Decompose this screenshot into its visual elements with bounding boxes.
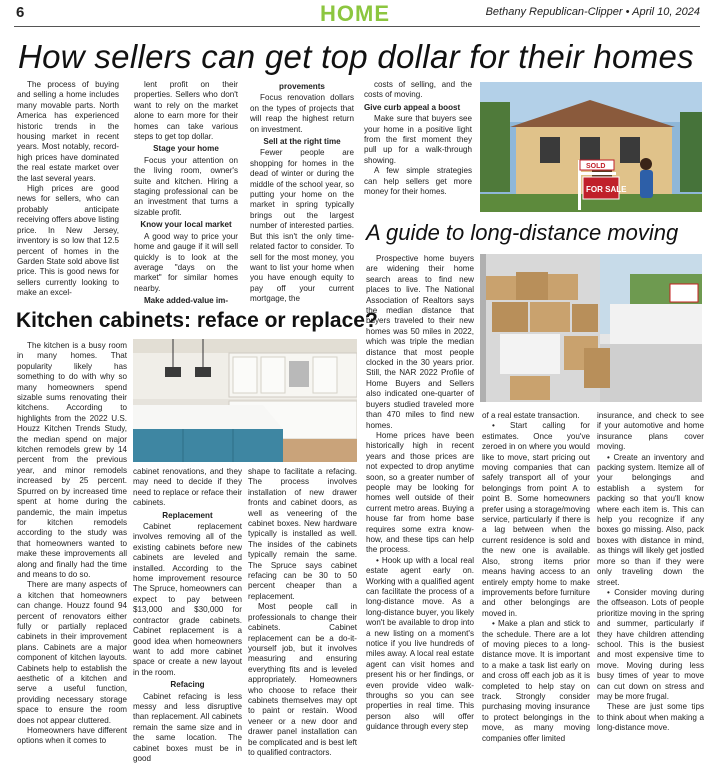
moving-col-1 xyxy=(366,254,474,764)
moving-headline: A guide to long-distance moving xyxy=(366,220,679,245)
subhead-timing: Sell at the right time xyxy=(263,137,341,147)
paragraph: Prospective home buyers are widening their home search areas to find new places to live. The National Association of Realtors says the median distance that buyers traveled to their new homes was 50 miles in 2022, which was triple the median distance that most people clocked in the 30 years prior. Still, the NAR 2022 Profile of Home Buyers and Sellers also indicated one-quarter of buyers studied traveled more than 470 miles to find new homes. xyxy=(366,254,474,430)
paragraph: shape to facilitate a refacing. The process involves installation of new drawer fronts and cabinet doors, as well as veneering of the cabinet boxes. New hardware typically is installed as well. The insides of the cabinets typically remain the same. The Spruce says cabinet refacing can be 30 to 50 percent cheaper than a replacement. xyxy=(248,467,357,601)
kitchen-col-3 xyxy=(248,467,357,764)
kitchen-headline: Kitchen cabinets: reface or replace? xyxy=(16,309,378,332)
paragraph: of a real estate transaction. xyxy=(482,411,580,420)
kitchen-col-1 xyxy=(17,341,127,764)
paragraph: insurance, and check to see if your automotive and home insurance plans cover moving. xyxy=(597,411,704,452)
kitchen-photo xyxy=(133,339,357,462)
sellers-col-1 xyxy=(17,80,119,302)
sellers-col-3 xyxy=(250,80,354,302)
moving-col-3 xyxy=(597,411,704,764)
paragraph: High prices are good news for sellers, who can probably anticipate receiving offers above listing price. In New Jersey, inventory is so low that 12.5 percent of homes in the Garden State sold above list price. This is good news for sellers currently looking to make an excel- xyxy=(17,184,119,298)
paragraph: A good way to price your home and gauge if it will sell quickly is to look at the average "days on the market" for similar homes nearby. xyxy=(134,231,238,293)
masthead xyxy=(0,0,714,26)
paragraph: There are many aspects of a kitchen that homeowners can change. Houzz found 94 percent of renovators either fully or partially replaced cabinets in their improvement plans. Cabinets are a major component of kitchen layouts. Cabinets help to establish the aesthetic of a kitchen and serve a useful function, providing necessary storage space to ensure the room does not appear cluttered. xyxy=(17,580,127,725)
subhead-staging: Stage your home xyxy=(153,144,219,154)
masthead-rule xyxy=(14,26,700,27)
paragraph: Most people call in professionals to change their cabinets. Cabinet replacement can be a do-it-yourself job, but it involves measuring and ensuring everything fits and is leveled appropriately. Homeowners who choose to reface their cabinets themselves may opt to paint or restain. Wood veneer or a new door and drawer panel installation can be complicated and is best left to qualified contractors. xyxy=(248,602,357,757)
sellers-headline: How sellers can get top dollar for their homes xyxy=(18,38,694,75)
house-for-sale-photo xyxy=(480,82,702,212)
subhead-curb: Give curb appeal a boost xyxy=(364,102,461,112)
page-number: 6 xyxy=(16,4,25,21)
paragraph: • Make a plan and stick to the schedule. There are a lot of moving pieces to a long-distance move. It is important to a make a task list early on and cross off each job as it is completed to help stay on track. Strongly consider purchasing moving insurance to protect belongings in the move, as many moving companies offer limited xyxy=(482,619,590,743)
sold-sign-text: SOLD xyxy=(586,163,606,170)
paragraph: costs of selling, and the costs of moving. xyxy=(364,80,472,100)
moving-col-2 xyxy=(482,411,590,764)
sellers-col-2 xyxy=(134,80,238,306)
paragraph: • Hook up with a local real estate agent early on. Working with a qualified agent can facilitate the process of a long-distance move. As a long-distance buyer, you likely won't be available to drop into a new listing on a moment's notice if you live hundreds of miles away. A local real estate agent can visit homes and present his or her findings, or even provide video walk-throughs so you can see properties in real time. This person also will offer guidance through every step xyxy=(366,555,474,732)
paragraph: Cabinet refacing is less messy and less disruptive than replacement. All cabinets remain the same size and in the same location. The cabinet boxes must be in good xyxy=(133,691,242,763)
subhead-market: Know your local market xyxy=(140,220,232,230)
paragraph: lent profit on their properties. Sellers who don't want to rely on the market alone to earn more for their homes can take various steps to get top dollar. xyxy=(134,80,238,142)
paragraph: • Start calling for estimates. Once you've zeroed in on where you would like to move, start pricing out moving companies that can safely transport all of your belongings from point A to point B. Some homeowners prefer using a storage/moving service, particularly if there is a lag between when the current residence is sold and the new one is available. Also, strong items prior means having access to an entirely empty home to make improvements before furniture and other belongings are moved in. xyxy=(482,421,590,618)
subhead-refacing: Refacing xyxy=(170,680,205,690)
kitchen-col-2 xyxy=(133,467,242,764)
paragraph: Cabinet replacement involves removing all of the existing cabinets before new cabinets are leveled and installed. According to the home improvement resource The Spruce, homeowners can expect to pay between $13,000 and $30,000 for contractor grade cabinets. Cabinet replacement is a good idea when homeowners want to add more cabinet space or create a new layout in the room. xyxy=(133,522,242,677)
section-title: HOME xyxy=(320,1,390,26)
paragraph: The kitchen is a busy room in many homes. That popularity likely has something to do with why so many homeowners spend sizable sums renovating their kitchens. According to highlights from the 2022 U.S. Houzz Kitchen Trends Study, the median spend on major kitchen remodels grew by 14 percent from the previous year, and minor remodels increased by 25 percent. Spurred on by increased time spent at home during the pandemic, the main impetus for kitchen remodels according to the study was that homeowners wanted to make these improvements all along and finally had the time and means to do so. xyxy=(17,341,127,579)
subhead-improvements-cont: provements xyxy=(279,82,325,91)
paragraph: The process of buying and selling a home includes many movable parts. North America has experienced historic trends in the housing market in recent years. Most notably, record-high prices have dominated the real estate market over the last several years. xyxy=(17,80,119,183)
paragraph: Focus your attention on the living room, owner's suite and kitchen. Hiring a staging professional can be an investment that turns a sizable profit. xyxy=(134,155,238,217)
paragraph: cabinet renovations, and they may need to decide if they need to replace or reface their cabinets. xyxy=(133,467,242,508)
paper-dateline: Bethany Republican-Clipper • April 10, 2024 xyxy=(485,6,700,18)
for-sale-sign-text: FOR SALE xyxy=(586,185,627,194)
paragraph: Home prices have been historically high in recent years and those prices are not expected to drop anytime soon, so a greater number of people may be looking for homes well outside of their current metro areas. Buying a house far from home base requires some extra know-how, and these tips can help the process. xyxy=(366,430,474,555)
paragraph: Fewer people are shopping for homes in the dead of winter or during the middle of the school year, so putting your home on the market in spring typically brings out the largest number of interested parties. But this isn't the only time-related factor to consider. To sell for the most money, you want to list your home when you have enough equity to pay off your current mortgage, the xyxy=(250,148,354,304)
subhead-replacement: Replacement xyxy=(162,510,213,520)
paragraph: A few simple strategies can help sellers get more money for their homes. xyxy=(364,166,472,197)
paragraph: • Create an inventory and packing system. Itemize all of your belongings and establish a system for packing so that you'll know where each item is. This can help you recognize if any boxes go missing. Also, pack boxes with distance in mind, as things will likely get jostled more so than if they were only traveling down the street. xyxy=(597,452,704,587)
subhead-improvements: Make added-value im- xyxy=(143,296,229,306)
sellers-col-4 xyxy=(364,80,472,210)
paragraph: • Consider moving during the offseason. Lots of people prioritize moving in the spring and summer, particularly if they have children attending school. This is the busiest and most expensive time to move. Moving during less busy times of year to move can cut down on stress and may be more frugal. xyxy=(597,587,704,701)
paragraph: Homeowners have different options when it comes to xyxy=(17,726,127,746)
paragraph: Make sure that buyers see your home in a positive light from the first moment they pull up for a walk-through showing. xyxy=(364,114,472,165)
paragraph: Focus renovation dollars on the types of projects that will reap the highest return on investment. xyxy=(250,93,354,134)
moving-boxes-photo xyxy=(480,254,702,402)
paragraph: These are just some tips to think about when making a long-distance move. xyxy=(597,702,704,733)
